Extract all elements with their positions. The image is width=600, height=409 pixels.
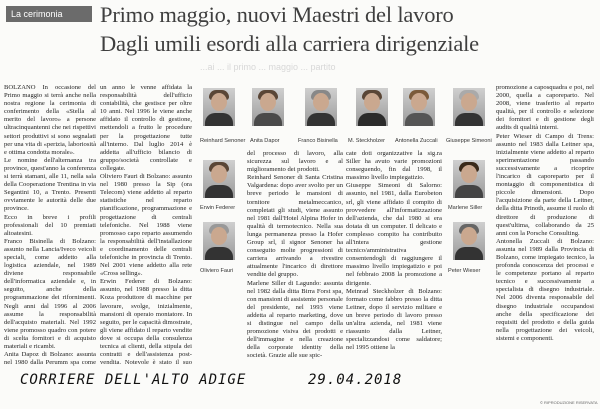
portrait-photo	[203, 222, 235, 260]
portrait-photo	[203, 160, 235, 198]
publication-date-handwritten: 29.04.2018	[308, 372, 403, 388]
headline-line-1: Primo maggio, nuovi Maestri del lavoro	[100, 2, 454, 27]
photo-caption: Peter Wieser	[448, 268, 481, 274]
paragraph: Meinrad Steckholzer di Bolzano: formato come fabbro presso la ditta Leitner, dopo il servizio militare e un breve periodo di lavoro presso un'altra azienda, nel 1981 viene riassunto dalla Leitner, specializzandosi come saldatore; nel 1995 ottiene la	[346, 287, 442, 352]
portrait-photo	[305, 88, 337, 126]
paragraph: BOLZANO In occasione del Primo maggio si terrà anche nella nostra regione la cerimonia di conferimento della «Stella al merito del lavoro» a persone ultracinquantenni che nei rispettivi settori produttivi si sono segnalati per una vita di «perizia, laboriosità e ottima condotta morale».	[4, 84, 96, 156]
photo-caption: Erwin Federer	[200, 205, 236, 211]
paragraph: Antonella Zuccali di Bolzano: assunta nel 1989 dalla Provincia di Bolzano, come impiegato tecnico, la profonda conoscenza dei processi e le competenze portano al reparto tecnico e successivamente a specialista di disegno industriale. Nel 2006 diventa responsabile del disegno industriale occupandosi anche della specificazione dei requisiti del prodotto e della guida nella progettazione dei veicoli, sistemi e componenti.	[496, 237, 594, 342]
article-column-3	[247, 150, 343, 366]
newspaper-name-handwritten: CORRIERE DELL'ALTO ADIGE	[20, 372, 247, 388]
paragraph: Franco Bisinella di Bolzano: assunto nella Lancia/Iveco veicoli speciali, come addetto alla logistica aziendale, nel 1989 diviene responsabile dell'informatica aziendale e, in seguito, anche della programmazione dei rifornimenti. Negli anni dal 1996 al 2006 assume la responsabilità dell'acquisto materiali. Nel 1992 viene promosso quadro con potere di scelta fornitori e di acquisto materiali e ricambi.	[4, 237, 96, 350]
paragraph: Anita Dapoz di Bolzano: assunta nel 1980 dalla Perumm spa come	[4, 351, 96, 366]
portrait-photo	[252, 88, 284, 126]
article-column-4	[346, 150, 442, 366]
paragraph: Ecco in breve i profili professionali del 10 premiati altoatesini.	[4, 213, 96, 237]
photo-caption: Anita Dapor	[250, 138, 280, 144]
paragraph: cate doti organizzative la sig.ra Siller ha avuto varie promozioni conseguendo, fin dal 1998, il massimo livello impiegatizio.	[346, 150, 442, 182]
copyright-credit: © RIPRODUZIONE RISERVATA	[540, 400, 598, 405]
headline-line-2: Dagli umili esordi alla carriera dirigenziale	[100, 31, 479, 56]
photo-caption: Reinhard Senoner	[200, 138, 246, 144]
portrait-photo	[453, 160, 485, 198]
paragraph: Reinhard Senoner di Santa Cristina Valgardena: dopo aver svolto per un breve periodo le mansioni di tornitore metalmeccanico, completati gli studi, viene assunto nel 1981 dall'Hotel Alpina Hofer in qualità di termotecnico. Nella sua lunga permanenza presso la Hofer Group srl, il signor Senoner ha conseguito molte progressioni di carriera arrivando a rivestire attualmente l'incarico di direttore vendite del gruppo.	[247, 174, 343, 279]
paragraph: del processo di lavoro, alla sicurezza sul lavoro e al miglioramento dei prodotti.	[247, 150, 343, 174]
photo-caption: Antonella Zuccali	[395, 138, 438, 144]
paragraph: Peter Wieser di Campo di Trens: assunto nel 1983 dalla Leitner spa, inizialmente viene addetto al reparto sperimentazione passando successivamente a ricoprire l'incarico di caporeparto per il montaggio di componentistica di piccole dimensioni. Dopo l'acquisizione da parte della Leitner, della ditta Prinoth, assume il ruolo di direttore di produzione di quest'ultima, collaborando da 25 anni con la Porsche Consulting.	[496, 132, 594, 237]
portrait-photo	[356, 88, 388, 126]
portrait-photo	[453, 222, 485, 260]
photo-caption: Giuseppe Simeoni	[446, 138, 492, 144]
article-column-1	[4, 84, 96, 366]
portrait-photo	[453, 88, 485, 126]
photo-caption: Marlene Siller	[448, 205, 483, 211]
paragraph: Erwin Federer di Bolzano: assunto, nel 1988 presso la ditta Koza produttore di macchine per lavorare, svolge, inizialmente, mansioni di operaio montatore. In seguito, per le capacità dimostrate, gli viene affidato il reparto vendite dove si occupa della consulenza tecnica ai clienti, della stipula dei contratti e dell'assistenza post-vendita. Notevole è stato il suo	[100, 278, 192, 366]
paragraph: Le nomine dell'alternanza tra province, quest'anno la conferenza si terrà stamani, alle 11, nella sala della Cooperazione Trentina in via Segantini 10, a Trento. Presenti ovviamente le autorità delle due province.	[4, 156, 96, 213]
bleed-through-text: ...ai ... il primo ... maggio ... partito	[200, 62, 336, 72]
photo-caption: M. Steckholzer	[348, 138, 385, 144]
article-column-2	[100, 84, 192, 366]
portrait-photo	[403, 88, 435, 126]
article-column-5	[496, 84, 594, 366]
paragraph: promozione a caposquadra e poi, nel 2000, quella a caporeparto. Nel 2008, viene trasferito al reparto qualità, per il controllo e selezione dei fornitori e di gestione degli audits di qualità interni.	[496, 84, 594, 132]
paragraph: un anno le venne affidata la responsabilità dell'ufficio contabilità, che gestisce per oltre 10 anni. Nel 1996 le viene anche affidato il controllo di gestione, mettendoli a frutto le procedure per la progettazione tutte all'interno. Dal luglio 2014 è addetta all'ufficio bilancio di gruppo/società controllate e collegate.	[100, 84, 192, 172]
photo-caption: Oliviero Fauri	[200, 268, 234, 274]
paragraph: Marlene Siller di Lagundo: assunta nel 1982 dalla ditta Birra Forst spa, con mansioni di assistente personale del presidente, nel 1993 viene addetta al reparto marketing, dove si distingue nel campo della promozione visiva dei prodotti e dell'immagine e nella creazione della corporate identity della società. Grazie alle sue spic-	[247, 279, 343, 360]
photo-caption: Franco Bisinella	[298, 138, 338, 144]
paragraph: Oliviero Fauri di Bolzano: assunto nel 1980 presso la Sip (ora Telecom) viene addetto al reparto statistiche nel reparto pianificazione, programmazione e progettazione di centrali telefoniche. Nel 1988 viene promosso capo reparto assumendo la responsabilità dell'installazione e coordinamento delle centrali telefoniche in provincia di Trento. Nel 2001 viene addetto alla rete «Cross selling».	[100, 173, 192, 278]
portrait-photo	[203, 88, 235, 126]
section-label: La cerimonia	[6, 6, 92, 22]
paragraph: Giuseppe Simeoni di Salorno: assunto, nel 1981, dalla Eurobeton srl, gli viene affidato il compito di provvedere all'informatizzazione dell'azienda, che dal 1980 si era dotata di un computer. Il delicato e complesso compito ha contribuito all'intera gestione tecnico/amministrativa consentendogli di raggiungere il massimo livello impiegatizio e poi nel febbraio 2008 la promozione a dirigente.	[346, 182, 442, 287]
